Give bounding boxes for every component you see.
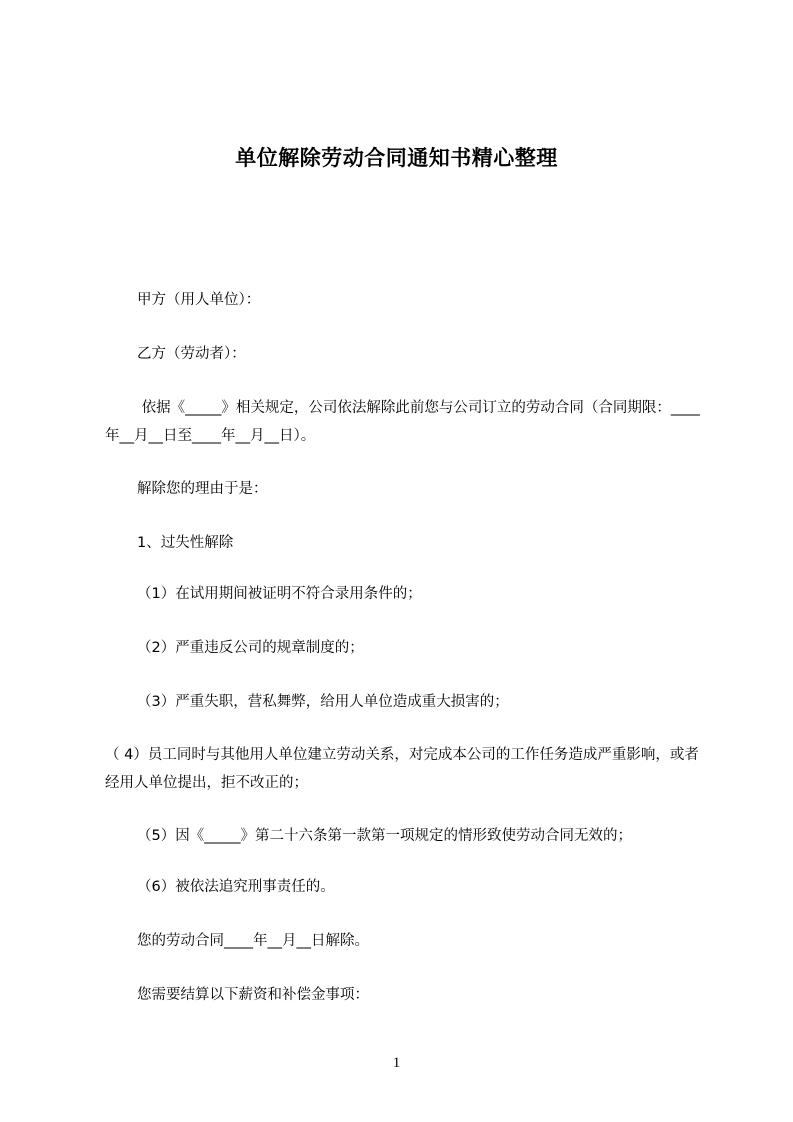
list-item-2: （2）严重违反公司的规章制度的；: [137, 640, 364, 656]
document-title: 单位解除劳动合同通知书精心整理: [235, 146, 558, 170]
list-item-5: （5）因《_____》第二十六条第一款第一项规定的情形致使劳动合同无效的；: [137, 828, 632, 844]
termination-date-line: 您的劳动合同____年__月__日解除。: [137, 933, 369, 949]
list-item-6: （6）被依法追究刑事责任的。: [137, 879, 335, 895]
party-b-line: 乙方（劳动者）：: [137, 346, 246, 362]
section-heading-fault-dismissal: 1、过失性解除: [137, 535, 234, 551]
page-number: 1: [392, 1055, 401, 1071]
list-item-1: （1）在试用期间被证明不符合录用条件的；: [137, 586, 422, 602]
reason-intro: 解除您的理由于是：: [137, 481, 268, 497]
list-item-3: （3）严重失职，营私舞弊，给用人单位造成重大损害的；: [137, 694, 509, 710]
list-item-4: （ 4）员工同时与其他用人单位建立劳动关系，对完成本公司的工作任务造成严重影响，或者经用人单位提出，拒不改正的；: [105, 747, 699, 791]
party-a-line: 甲方（用人单位）：: [137, 292, 261, 308]
basis-paragraph: 依据《_____》相关规定，公司依法解除此前您与公司订立的劳动合同（合同期限：____年__月__日至____年__月__日）。: [105, 400, 700, 444]
settlement-intro: 您需要结算以下薪资和补偿金事项：: [137, 987, 369, 1003]
